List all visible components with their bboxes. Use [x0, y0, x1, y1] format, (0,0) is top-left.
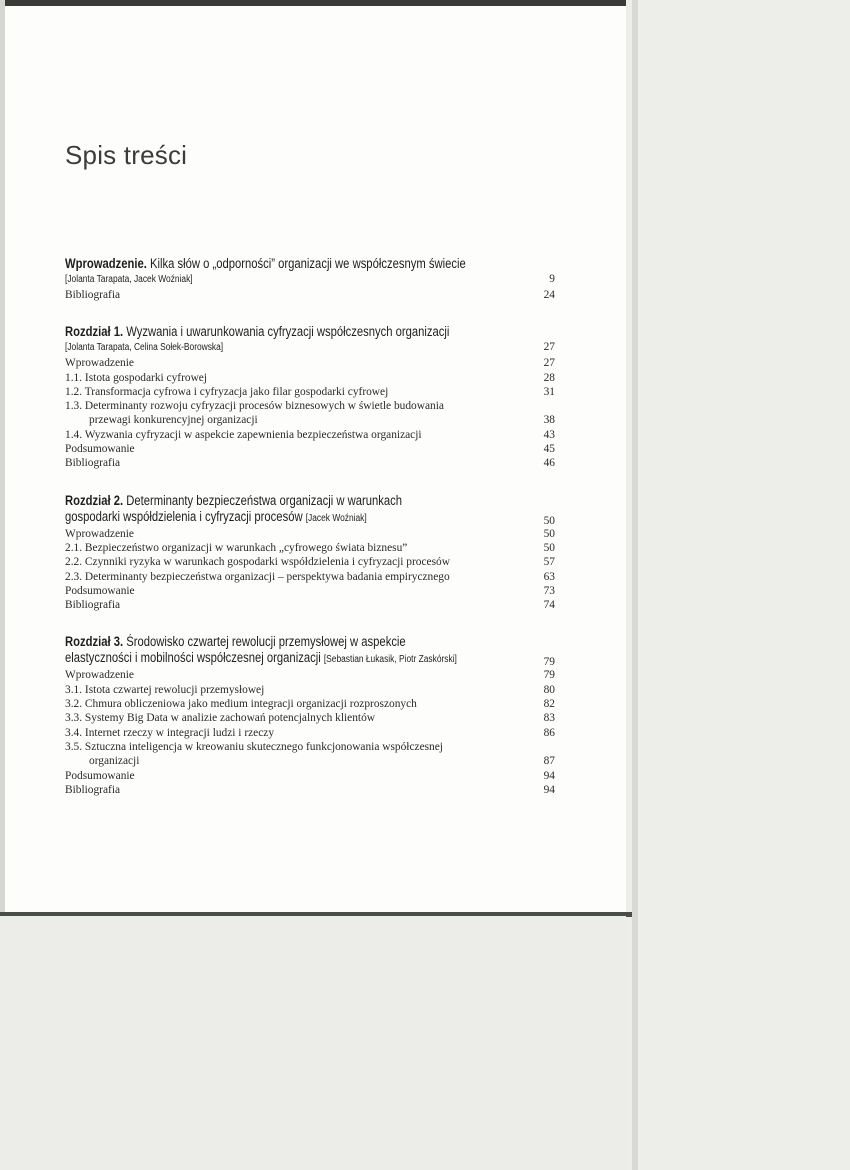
toc-entry	[65, 769, 555, 783]
entry-text: 1.3. Determinanty rozwoju cyfryzacji procesów biznesowych w świetle budowania	[65, 400, 444, 413]
chapter-3	[65, 634, 555, 797]
toc-entry	[65, 428, 555, 442]
chapter-heading-line2	[65, 509, 367, 527]
chapter-label: Rozdział 1.	[65, 324, 124, 340]
toc-entry	[65, 726, 555, 740]
entry-page: 82	[543, 698, 555, 711]
entry-text: 3.4. Internet rzeczy w integracji ludzi i rzeczy	[65, 726, 275, 739]
toc-entry	[65, 783, 555, 797]
entry-text: Podsumowanie	[65, 584, 135, 597]
chapter-heading	[65, 256, 502, 272]
entry-text: 1.4. Wyzwania cyfryzacji w aspekcie zapewnienia bezpieczeństwa organizacji	[65, 428, 422, 441]
toc-entry	[65, 683, 555, 697]
chapter-label: Rozdział 2.	[65, 492, 124, 508]
toc-entry	[65, 598, 555, 612]
entry-text-block	[65, 740, 443, 769]
chapter-heading-row	[65, 650, 555, 668]
entry-text: 3.5. Sztuczna inteligencja w kreowaniu skutecznego funkcjonowania współczesnej	[65, 740, 443, 753]
toc-entry	[65, 697, 555, 711]
toc-entry	[65, 442, 555, 456]
toc-entry	[65, 371, 555, 385]
chapter-heading	[65, 493, 502, 509]
chapter-heading-row	[65, 509, 555, 527]
toc-entry	[65, 740, 555, 769]
entry-page: 43	[543, 428, 555, 441]
entry-text: 2.2. Czynniki ryzyka w warunkach gospodarki współdzielenia i cyfryzacji procesów	[65, 556, 450, 569]
entry-page: 94	[543, 783, 555, 796]
entry-text: Bibliografia	[65, 289, 121, 301]
toc-entry	[65, 356, 555, 370]
entry-text-continued: organizacji	[89, 755, 140, 768]
entry-page: 87	[543, 755, 555, 768]
entry-page: 94	[543, 769, 555, 782]
toc-entry	[65, 668, 555, 682]
chapter-authors-row	[65, 340, 555, 356]
entry-text: 2.3. Determinanty bezpieczeństwa organizacji – perspektywa badania empirycznego	[65, 570, 450, 583]
chapter-title-line2: gospodarki współdzielenia i cyfryzacji procesów	[65, 508, 303, 524]
entry-text: Bibliografia	[65, 599, 121, 612]
entry-text: 2.1. Bezpieczeństwo organizacji w warunkach „cyfrowego świata biznesu”	[65, 541, 408, 554]
chapter-authors: [Sebastian Łukasik, Piotr Zaskórski]	[323, 654, 457, 666]
entry-page: 86	[543, 726, 555, 739]
entry-text: 1.1. Istota gospodarki cyfrowej	[65, 371, 208, 384]
entry-page: 27	[543, 357, 555, 370]
book-page	[5, 6, 626, 912]
scan-right-strip	[632, 0, 638, 1170]
chapter-introduction	[65, 256, 555, 302]
toc-entry	[65, 527, 555, 541]
entry-text: 3.2. Chmura obliczeniowa jako medium integracji organizacji rozproszonych	[65, 698, 417, 711]
chapter-page: 79	[543, 656, 555, 669]
chapter-title: Wyzwania i uwarunkowania cyfryzacji współczesnych organizacji	[126, 324, 450, 340]
toc-entry	[65, 711, 555, 725]
toc-entry	[65, 456, 555, 470]
entry-text: Bibliografia	[65, 457, 121, 470]
entry-text: 1.2. Transformacja cyfrowa i cyfryzacja jako filar gospodarki cyfrowej	[65, 385, 389, 398]
chapter-title-line1: Determinanty bezpieczeństwa organizacji w warunkach	[126, 492, 402, 508]
entry-page: 45	[543, 443, 555, 456]
table-of-contents	[65, 256, 555, 810]
toc-entry	[65, 584, 555, 598]
chapter-2	[65, 493, 555, 613]
entry-text: Podsumowanie	[65, 769, 135, 782]
chapter-heading-line2	[65, 650, 457, 668]
toc-entry	[65, 288, 555, 302]
entry-page: 31	[543, 385, 555, 398]
entry-page: 46	[543, 457, 555, 470]
entry-page: 28	[543, 371, 555, 384]
toc-entry	[65, 385, 555, 399]
scan-right-margin	[626, 0, 850, 1170]
chapter-authors-row	[65, 272, 555, 288]
chapter-title-line2: elastyczności i mobilności współczesnej organizacji	[65, 650, 321, 666]
entry-page: 80	[543, 683, 555, 696]
chapter-authors: [Jolanta Tarapata, Jacek Woźniak]	[65, 274, 193, 285]
chapter-page: 50	[543, 514, 555, 527]
entry-page: 50	[543, 527, 555, 540]
scan-bottom-margin	[0, 916, 626, 1170]
entry-text: Bibliografia	[65, 783, 121, 796]
toc-entry	[65, 541, 555, 555]
entry-page: 38	[543, 414, 555, 427]
entry-text: Wprowadzenie	[65, 527, 134, 540]
chapter-authors: [Jacek Woźniak]	[305, 512, 367, 524]
entry-page: 57	[543, 556, 555, 569]
chapter-authors: [Jolanta Tarapata, Celina Sołek-Borowska]	[65, 342, 224, 354]
page-title: Spis treści	[65, 140, 188, 170]
entry-text: Podsumowanie	[65, 443, 135, 456]
toc-entry	[65, 555, 555, 569]
chapter-title-line1: Środowisko czwartej rewolucji przemysłowej w aspekcie	[126, 634, 406, 650]
entry-text-continued: przewagi konkurencyjnej organizacji	[89, 414, 258, 427]
chapter-page: 9	[549, 273, 555, 285]
entry-page: 24	[543, 289, 555, 301]
chapter-heading	[65, 634, 502, 650]
chapter-page: 27	[543, 341, 555, 354]
chapter-title: Kilka słów o „odporności” organizacji we współczesnym świecie	[150, 256, 466, 271]
entry-text: Wprowadzenie	[65, 357, 134, 370]
entry-text: 3.3. Systemy Big Data w analizie zachowań potencjalnych klientów	[65, 712, 375, 725]
entry-text: 3.1. Istota czwartej rewolucji przemysłowej	[65, 683, 265, 696]
entry-page: 74	[543, 599, 555, 612]
toc-entry	[65, 570, 555, 584]
entry-text-block	[65, 399, 444, 428]
chapter-1	[65, 324, 555, 470]
chapter-label: Rozdział 3.	[65, 634, 124, 650]
entry-page: 73	[543, 584, 555, 597]
entry-page: 63	[543, 570, 555, 583]
entry-text: Wprowadzenie	[65, 669, 134, 682]
chapter-heading	[65, 324, 502, 340]
chapter-label: Wprowadzenie.	[65, 256, 147, 271]
toc-entry	[65, 399, 555, 428]
entry-page: 50	[543, 541, 555, 554]
entry-page: 83	[543, 712, 555, 725]
entry-page: 79	[543, 669, 555, 682]
